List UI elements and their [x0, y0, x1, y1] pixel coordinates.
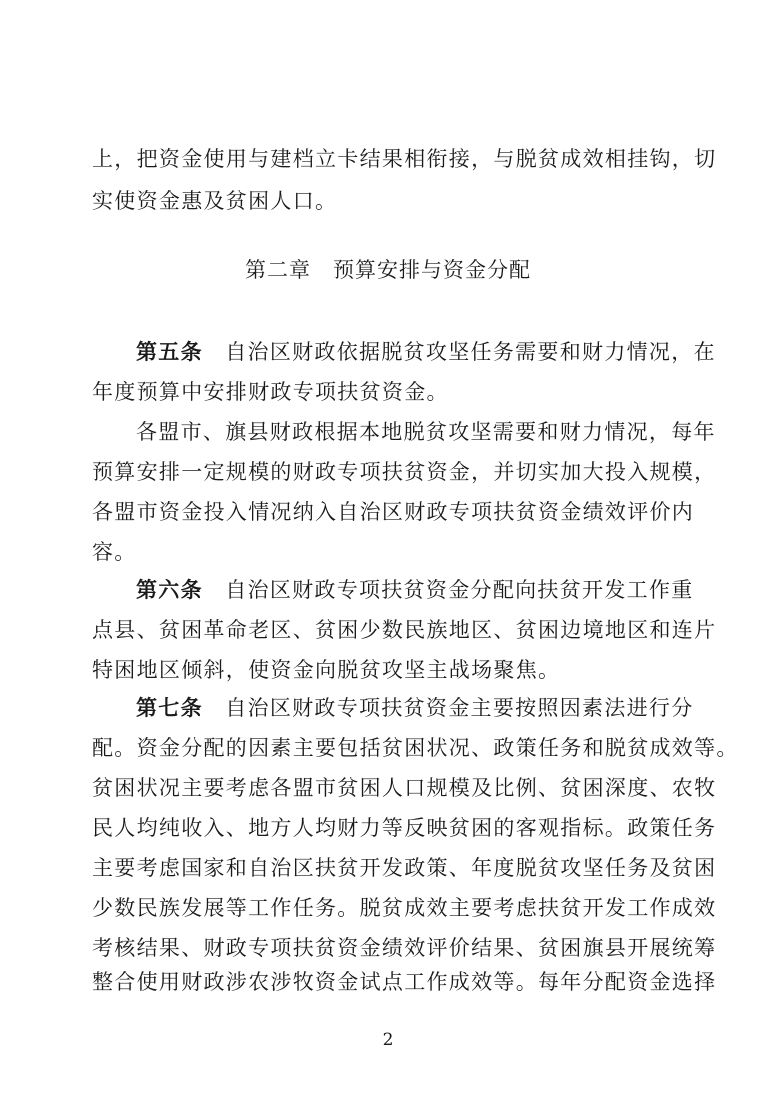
chapter-heading: [0, 258, 776, 282]
article7-line-5: 主要考虑国家和自治区扶贫开发政策、年度脱贫攻坚任务及贫困: [92, 856, 717, 880]
article6-line-2: 点县、贫困革命老区、贫困少数民族地区、贫困边境地区和连片: [92, 618, 717, 642]
intro-line-1: 上，把资金使用与建档立卡结果相衔接，与脱贫成效相挂钩，切: [92, 147, 717, 171]
article6-line-3: 特困地区倾斜，使资金向脱贫攻坚主战场聚焦。: [92, 658, 561, 682]
article7-line-2: 配。资金分配的因素主要包括贫困状况、政策任务和脱贫成效等。: [92, 736, 739, 760]
article7-line-4: 民人均纯收入、地方人均财力等反映贫困的客观指标。政策任务: [92, 816, 717, 840]
article5-para2-line-2: 预算安排一定规模的财政专项扶贫资金，并切实加大投入规模，: [92, 460, 717, 484]
article6-text-start: 自治区财政专项扶贫资金分配向扶贫开发工作重: [225, 578, 694, 602]
article7-line-6: 少数民族发展等工作任务。脱贫成效主要考虑扶贫开发工作成效: [92, 896, 717, 920]
article7-line-7: 考核结果、财政专项扶贫资金绩效评价结果、贫困旗县开展统筹: [92, 936, 717, 960]
chapter-name: 预算安排与资金分配: [333, 258, 531, 282]
page-number: 2: [382, 1030, 394, 1050]
article7-text-start: 自治区财政专项扶贫资金主要按照因素法进行分: [225, 696, 694, 720]
article5-text-start: 自治区财政依据脱贫攻坚任务需要和财力情况，在: [225, 340, 716, 364]
article5-label: 第五条: [136, 340, 203, 364]
article7-label: 第七条: [136, 696, 203, 720]
article5-para2-line-4: 容。: [92, 540, 137, 564]
article7-first-line: [136, 696, 694, 720]
article5-first-line: [136, 340, 716, 364]
article5-para2-line-1: 各盟市、旗县财政根据本地脱贫攻坚需要和财力情况，每年: [136, 420, 716, 444]
article7-line-8: 整合使用财政涉农涉牧资金试点工作成效等。每年分配资金选择: [92, 970, 717, 994]
article5-para2-line-3: 各盟市资金投入情况纳入自治区财政专项扶贫资金绩效评价内: [92, 500, 695, 524]
chapter-number: 第二章: [245, 258, 311, 282]
article5-line-2: 年度预算中安排财政专项扶贫资金。: [92, 380, 449, 404]
article7-line-3: 贫困状况主要考虑各盟市贫困人口规模及比例、贫困深度、农牧: [92, 776, 717, 800]
intro-line-2: 实使资金惠及贫困人口。: [92, 189, 338, 213]
article6-first-line: [136, 578, 694, 602]
article6-label: 第六条: [136, 578, 203, 602]
